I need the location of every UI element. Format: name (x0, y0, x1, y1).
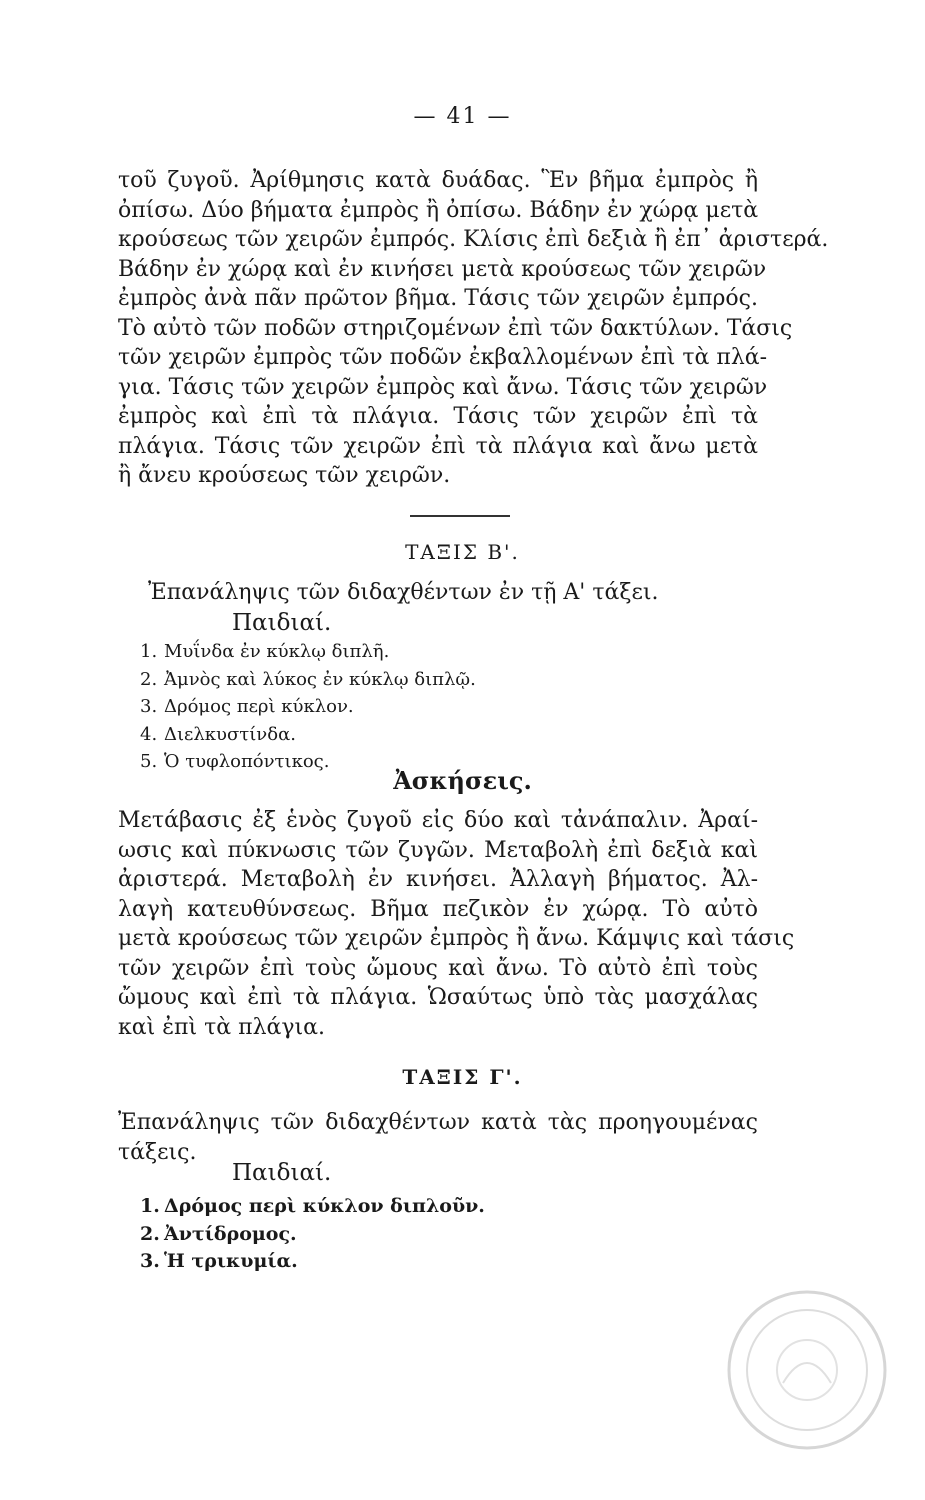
text-line: τῶν χειρῶν ἐμπρὸς τῶν ποδῶν ἐκβαλλομένων ἐπὶ τὰ πλά- (118, 345, 768, 370)
list-item: 5. Ὁ τυφλοπόντικος. (140, 751, 330, 772)
text-line: ἐμπρὸς ἀνὰ πᾶν πρῶτον βῆμα. Τάσις τῶν χειρῶν ἐμπρός. (118, 286, 758, 311)
text-line: Μετάβασις ἐξ ἑνὸς ζυγοῦ εἰς δύο καὶ τἀνάπαλιν. Ἀραί- (118, 808, 758, 833)
text-line: ἐμπρὸς καὶ ἐπὶ τὰ πλάγια. Τάσις τῶν χειρῶν ἐπὶ τὰ (118, 404, 758, 429)
text-line: καὶ ἐπὶ τὰ πλάγια. (118, 1014, 326, 1040)
text-line: ωσις καὶ πύκνωσις τῶν ζυγῶν. Μεταβολὴ ἐπὶ δεξιὰ καὶ (118, 837, 758, 863)
section-b-heading: ΤΑΞΙΣ Β'. (405, 540, 520, 564)
text-line: πλάγια. Τάσις τῶν χειρῶν ἐπὶ τὰ πλάγια καὶ ἄνω μετὰ (118, 433, 758, 459)
text-line: τοῦ ζυγοῦ. Ἀρίθμησις κατὰ δυάδας. Ἓν βῆμα ἐμπρὸς ἢ (118, 168, 758, 193)
text-line: λαγὴ κατευθύνσεως. Βῆμα πεζικὸν ἐν χώρᾳ. Τὸ αὐτὸ (118, 896, 758, 922)
list-item: 3. Δρόμος περὶ κύκλον. (140, 696, 354, 717)
text-line: ἢ ἄνευ κρούσεως τῶν χειρῶν. (118, 463, 451, 488)
paragraph-exercises (118, 806, 795, 1042)
section-c-games-list (140, 1193, 485, 1276)
text-line: Τὸ αὐτὸ τῶν ποδῶν στηριζομένων ἐπὶ τῶν δακτύλων. Τάσις (118, 315, 793, 341)
section-b-games-list (140, 638, 476, 776)
section-b-games-title: Παιδιαί. (232, 610, 332, 636)
text-line: κρούσεως τῶν χειρῶν ἐμπρός. Κλίσις ἐπὶ δεξιὰ ἢ ἐπ᾽ ἀριστερά. (118, 227, 829, 252)
text-line: ὀπίσω. Δύο βήματα ἐμπρὸς ἢ ὀπίσω. Βάδην ἐν χώρᾳ μετὰ (118, 197, 759, 223)
text-line: ὤμους καὶ ἐπὶ τὰ πλάγια. Ὡσαύτως ὑπὸ τὰς μασχάλας (118, 985, 758, 1010)
text-line: για. Τάσις τῶν χειρῶν ἐμπρὸς καὶ ἄνω. Τάσις τῶν χειρῶν (118, 374, 768, 400)
section-c-games-title: Παιδιαί. (232, 1160, 332, 1186)
paragraph-opening (118, 166, 829, 491)
section-b-exercises-title: Ἀσκήσεις. (393, 766, 532, 795)
text-line: Βάδην ἐν χώρᾳ καὶ ἐν κινήσει μετὰ κρούσεως τῶν χειρῶν (118, 256, 767, 282)
text-line: τῶν χειρῶν ἐπὶ τοὺς ὤμους καὶ ἄνω. Τὸ αὐτὸ ἐπὶ τοὺς (118, 955, 758, 981)
page-number: — 41 — (413, 104, 512, 129)
text-line: τάξεις. (118, 1139, 197, 1165)
list-item: 1. Δρόμος περὶ κύκλον διπλοῦν. (140, 1195, 485, 1217)
list-item: 3. Ἡ τρικυμία. (140, 1250, 298, 1272)
library-seal-stamp (725, 1288, 890, 1453)
section-c-intro (118, 1108, 758, 1167)
section-c-heading: ΤΑΞΙΣ Γ'. (402, 1065, 523, 1089)
list-item: 4. Διελκυστίνδα. (140, 723, 296, 745)
text-line: ἀριστερά. Μεταβολὴ ἐν κινήσει. Ἀλλαγὴ βήματος. Ἀλ- (118, 867, 758, 892)
section-divider (410, 515, 510, 517)
list-item: 2. Ἀμνὸς καὶ λύκος ἐν κύκλῳ διπλῷ. (140, 668, 476, 690)
text-line: Ἐπανάληψις τῶν διδαχθέντων κατὰ τὰς προηγουμένας (118, 1110, 758, 1135)
section-b-intro: Ἐπανάληψις τῶν διδαχθέντων ἐν τῇ Α' τάξει. (148, 580, 659, 605)
text-line: μετὰ κρούσεως τῶν χειρῶν ἐμπρὸς ἢ ἄνω. Κάμψις καὶ τάσις (118, 926, 795, 951)
list-item: 1. Μυΐνδα ἐν κύκλῳ διπλῆ. (140, 641, 390, 662)
list-item: 2. Ἀντίδρομος. (140, 1222, 297, 1245)
